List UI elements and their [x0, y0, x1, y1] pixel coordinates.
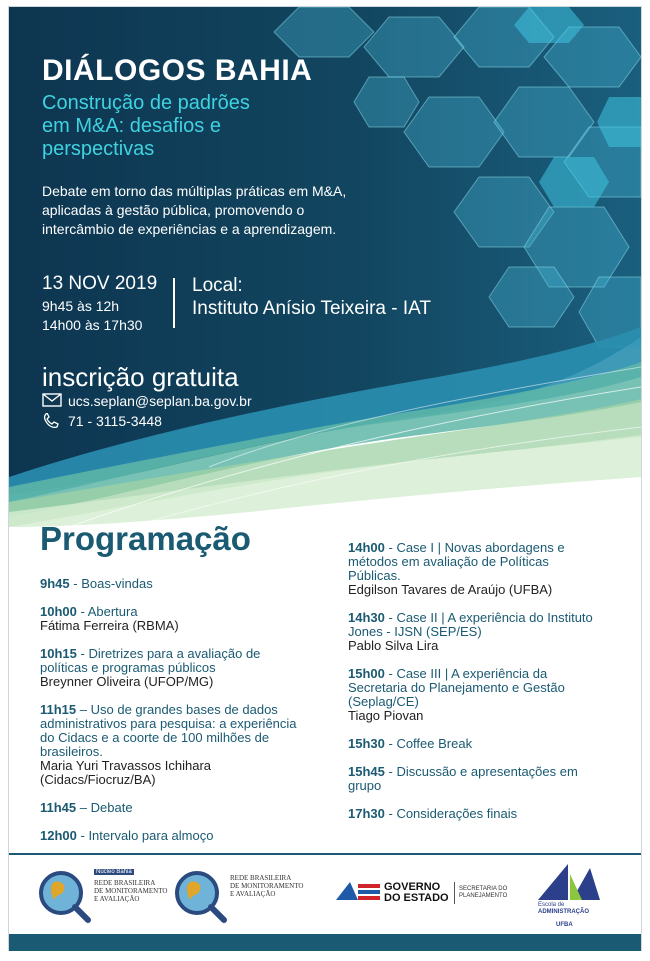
program-time: 10h00 [40, 604, 77, 619]
rbma-bahia-logo [36, 868, 186, 923]
governo-text [384, 882, 449, 904]
sail-icon [530, 860, 610, 904]
program-time: 11h15 [40, 702, 77, 717]
program-time: 14h00 [348, 540, 385, 555]
program-item-line [348, 737, 633, 751]
venue-label: Local: [192, 275, 243, 296]
program-speaker: Pablo Silva Lira [348, 638, 439, 653]
program-activity: Boas-vindas [81, 576, 153, 591]
program-separator: - [384, 764, 397, 779]
program-item-line [348, 625, 633, 639]
program-item [40, 703, 335, 787]
program-item-line [348, 765, 633, 779]
governo-bahia-logo [336, 880, 521, 908]
program-activity: Diretrizes para a avaliação de [88, 646, 261, 661]
program-speaker: Breynner Oliveira (UFOP/MG) [40, 674, 214, 689]
program-item-line [40, 703, 335, 717]
program-item-line [40, 731, 335, 745]
program-item [348, 667, 633, 723]
program-item [348, 737, 633, 751]
program-activity: Discussão e apresentações em [396, 764, 578, 779]
program-item-line [40, 745, 335, 759]
program-time: 10h15 [40, 646, 77, 661]
program-item-line [40, 717, 335, 731]
phone-number: 71 - 3115-3448 [68, 413, 162, 429]
program-activity: Debate [90, 800, 133, 815]
logo-text [94, 879, 167, 903]
program-item [40, 605, 335, 633]
magnifier-globe-icon [172, 868, 232, 923]
logo-text-line: E AVALIAÇÃO [230, 890, 276, 898]
event-title: DIÁLOGOS BAHIA [42, 54, 313, 87]
program-time: 15h30 [348, 736, 385, 751]
venue-name: Instituto Anísio Teixeira - IAT [192, 298, 432, 319]
logo-text-line: DE MONITORAMENTO [230, 882, 304, 890]
rbma-logo [172, 868, 322, 923]
program-activity: Considerações finais [396, 806, 518, 821]
program-speaker: Maria Yuri Travassos Ichihara [40, 758, 211, 773]
secretaria-line: PLANEJAMENTO [459, 893, 508, 899]
program-item [348, 541, 633, 597]
phone-contact[interactable] [42, 413, 162, 429]
program-activity: Coffee Break [396, 736, 473, 751]
envelope-icon [42, 394, 62, 408]
program-item [348, 765, 633, 793]
program-activity: Case I | Novas abordagens e [396, 540, 565, 555]
escola-text [538, 902, 589, 916]
info-divider [173, 278, 175, 328]
program-time: 11h45 [40, 800, 77, 815]
program-title: Programação [40, 520, 251, 557]
program-separator: - [384, 736, 397, 751]
program-activity: métodos em avaliação de Políticas [348, 554, 549, 569]
program-activity: Abertura [87, 604, 138, 619]
secretaria-text [459, 886, 507, 900]
subtitle-line: em M&A: desafios e [42, 115, 221, 137]
program-speaker: Fátima Ferreira (RBMA) [40, 618, 179, 633]
program-activity: (Seplag/CE) [348, 694, 419, 709]
footer-bar [9, 934, 641, 951]
program-speaker: (Cidacs/Fiocruz/BA) [40, 772, 156, 787]
program-separator: – [76, 702, 91, 717]
program-separator: – [76, 800, 91, 815]
event-subtitle [42, 92, 302, 161]
program-item-line [348, 611, 633, 625]
program-time: 9h45 [40, 576, 70, 591]
governo-line: DO ESTADO [384, 892, 449, 904]
program-item [348, 611, 633, 653]
program-item-line [348, 695, 633, 709]
program-item-line [348, 779, 633, 793]
magnifier-globe-icon [36, 868, 96, 923]
program-activity: brasileiros. [40, 744, 103, 759]
secretaria-line: SECRETARIA DO [459, 886, 508, 892]
program-item [348, 807, 633, 821]
program-item [40, 801, 335, 815]
program-item [40, 647, 335, 689]
program-time: 14h30 [348, 610, 385, 625]
program-activity: Públicas. [348, 568, 401, 583]
logo-divider [454, 882, 455, 904]
description-line: aplicadas à gestão pública, promovendo o [42, 202, 305, 218]
event-date: 13 NOV 2019 [42, 273, 158, 294]
program-activity: administrativos para pesquisa: a experiência [40, 716, 297, 731]
email-address[interactable]: ucs.seplan@seplan.ba.gov.br [68, 393, 252, 409]
ufba-text: UFBA [556, 922, 573, 928]
escola-administracao-ufba-logo [530, 860, 610, 932]
subtitle-line: Construção de padrões [42, 92, 250, 114]
program-activity: políticas e programas públicos [40, 660, 216, 675]
logo-text [230, 874, 303, 898]
bahia-flag-icon [336, 880, 382, 904]
escola-line: ADMINISTRAÇÃO [538, 909, 589, 915]
program-separator: - [384, 806, 397, 821]
program-speaker: Edgilson Tavares de Araújo (UFBA) [348, 582, 553, 597]
program-activity: do Cidacs e a coorte de 100 milhões de [40, 730, 270, 745]
program-item-line [348, 541, 633, 555]
logo-text-line: E AVALIAÇÃO [94, 895, 140, 903]
logo-tag: Núcleo Bahia [96, 869, 132, 875]
program-time: 12h00 [40, 828, 77, 843]
program-separator: - [76, 646, 89, 661]
program-item-line [40, 801, 335, 815]
program-activity: Case III | A experiência da [396, 666, 548, 681]
hero-banner [9, 7, 641, 527]
program-activity: Secretaria do Planejamento e Gestão [348, 680, 565, 695]
registration-text: inscrição gratuita [42, 362, 239, 392]
time-morning: 9h45 às 12h [42, 298, 120, 314]
event-description [42, 182, 382, 239]
program-left-column [40, 577, 335, 857]
phone-icon [42, 414, 62, 428]
program-item-line [40, 605, 335, 619]
logo-text-line: REDE BRASILEIRA [94, 879, 156, 887]
program-separator: - [76, 828, 89, 843]
governo-line: GOVERNO [384, 881, 441, 893]
program-activity: Uso de grandes bases de dados [90, 702, 278, 717]
email-contact[interactable] [42, 393, 252, 409]
program-item-line [348, 555, 633, 569]
program-time: 15h45 [348, 764, 385, 779]
footer-divider [9, 853, 641, 855]
program-activity: grupo [348, 778, 382, 793]
program-item [40, 577, 335, 591]
description-line: Debate em torno das múltiplas práticas em M&A, [42, 183, 347, 199]
program-separator: - [76, 604, 88, 619]
program-item-line [40, 661, 335, 675]
logo-text-line: DE MONITORAMENTO [94, 887, 168, 895]
program-activity: Jones - IJSN (SEP/ES) [348, 624, 482, 639]
program-separator: - [384, 666, 397, 681]
program-time: 15h00 [348, 666, 385, 681]
program-separator: - [384, 540, 397, 555]
program-time: 17h30 [348, 806, 385, 821]
program-item-line [40, 829, 335, 843]
program-activity: Intervalo para almoço [88, 828, 214, 843]
program-item-line [40, 647, 335, 661]
program-separator: - [69, 576, 82, 591]
program-item-line [348, 667, 633, 681]
time-afternoon: 14h00 às 17h30 [42, 317, 143, 333]
program-item-line [348, 681, 633, 695]
logo-text-line: REDE BRASILEIRA [230, 874, 292, 882]
program-item-line [348, 569, 633, 583]
subtitle-line: perspectivas [42, 138, 155, 160]
program-item-line [40, 577, 335, 591]
program-right-column [348, 541, 633, 835]
escola-line: Escola de [538, 902, 565, 908]
program-item [40, 829, 335, 843]
program-activity: Case II | A experiência do Instituto [396, 610, 593, 625]
program-separator: - [384, 610, 397, 625]
program-speaker: Tiago Piovan [348, 708, 424, 723]
description-line: intercâmbio de experiências e a aprendizagem. [42, 221, 337, 237]
program-item-line [348, 807, 633, 821]
